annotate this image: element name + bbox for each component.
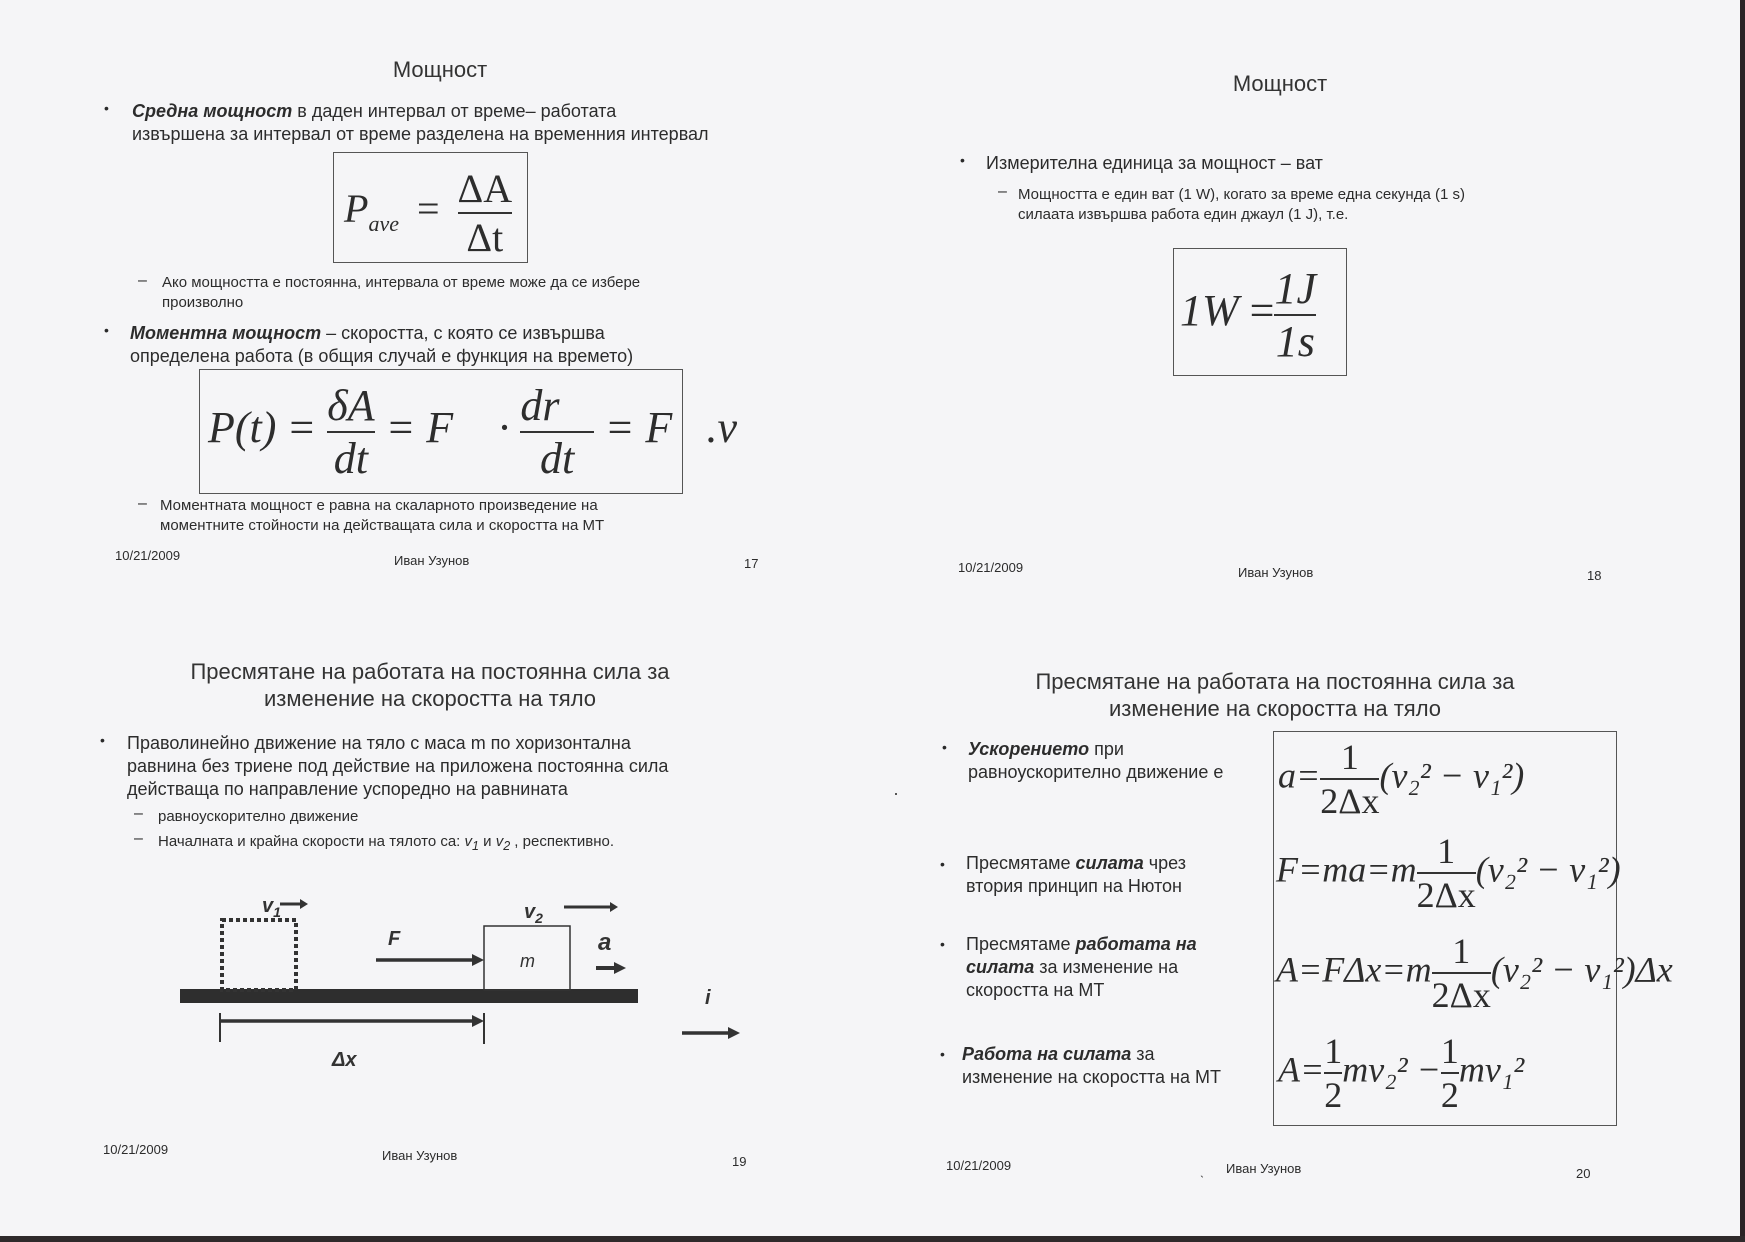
fraction-numerator: 1 [1340,737,1359,777]
sub-bullet-text: равноускорително движение [158,808,359,825]
bullet-text [968,738,1278,784]
fraction-denominator: 2Δx [1416,875,1476,915]
scan-border-bottom [0,1236,1745,1242]
fraction-numerator: dr⃗ [520,381,594,430]
fraction-denominator: dt [333,434,369,483]
formula-fraction [1432,930,1491,1016]
formula-kinetic-energy-theorem [1278,1030,1524,1116]
formula-subscript: ave [368,211,399,237]
formula-work [1276,930,1673,1016]
bullet-text: Измерителна единица за мощност – ват [986,153,1323,173]
formula-rhs: = F⃗.v⃗ [604,403,772,453]
formula-lhs: 1W [1180,286,1239,336]
formula-lhs: F=ma=m [1276,849,1417,890]
bullet-marker: • [940,856,945,872]
sub-bullet-prefix: Началната и крайна скорости на тялото са: [158,833,465,850]
scan-border-right [1740,0,1745,1242]
sub-bullet-line1: Ако мощността е постоянна, интервала от време може да се избере [162,274,641,291]
fraction-denominator: 1s [1275,317,1315,366]
term-acceleration: Ускорението [968,739,1090,759]
velocity-v2-subscript: 2 [503,839,511,853]
slide-title-line2: изменение на скоростта на тяло [263,686,597,711]
formula-middle: mv₂² − [1342,1049,1441,1090]
acceleration-label: a [598,929,612,956]
bullet-marker: • [104,322,109,338]
scan-speck [895,793,897,795]
footer-date: 10/21/2009 [946,1158,1012,1173]
force-label: F [388,928,401,950]
footer-page-number: 18 [1587,568,1602,583]
formula-lhs: A= [1278,1049,1325,1090]
footer-author: Иван Узунов [382,1148,458,1163]
velocity-v1-subscript: 1 [472,839,479,853]
dash-marker: – [134,805,143,822]
slide-title [975,668,1575,722]
term-work-cont: силата [966,957,1035,977]
fraction-numerator: 1 [1452,931,1471,971]
slide-title: Мощност [1232,71,1328,96]
formula-rhs: (v₂² − v₁²)Δx [1490,949,1673,990]
formula-fraction [1417,830,1476,916]
bullet-text-prefix: Пресмятаме [966,934,1076,954]
formula-lhs: P(t) [208,403,277,453]
sub-bullet-line2: произволно [162,294,244,311]
slide-title-line1: Пресмятане на работата на постоянна сила за [190,659,670,684]
bullet-text-rest: – скоростта, с която се извършва [321,323,605,343]
fraction-denominator: 2Δx [1320,781,1380,821]
bullet-text [966,933,1276,1002]
bullet-text-rest: в даден интервал от време– работата [292,101,617,121]
velocity-v2: v [495,833,504,850]
fraction-denominator: 2 [1440,1075,1459,1115]
bullet-text [966,852,1276,898]
bullet-marker: • [942,739,947,755]
bullet-text-rest: чрез [1143,853,1187,873]
formula-lhs: P [344,186,369,232]
formula-fraction [1441,1030,1459,1116]
bullet-marker: • [960,152,965,168]
bullet-text-line1: Праволинейно движение на тяло с маса m по хоризонтална [127,733,631,753]
fraction-numerator: 1 [1437,831,1456,871]
fraction-numerator: 1J [1274,264,1317,313]
sub-bullet-line1: Мощността е един ват (1 W), когато за време една секунда (1 s) [1018,186,1465,203]
v1-label: $v_1$ [262,895,281,920]
dash-marker: – [138,495,147,512]
dash-marker: – [998,183,1007,200]
footer-date: 10/21/2009 [958,560,1024,575]
bullet-marker: • [104,100,109,116]
term-average-power: Средна мощност [132,101,293,121]
bullet-text-line2: определена работа (в общия случай е функция на времето) [130,346,634,366]
formula-equals: = [289,403,315,453]
bullet-text-line2: изменение на скоростта на МТ [962,1067,1221,1087]
bullet-text-rest: за [1131,1044,1155,1064]
bullet-text-line3: скоростта на МТ [966,980,1105,1000]
footer-author: Иван Узунов [1226,1161,1302,1176]
footer-date: 10/21/2009 [115,548,181,563]
bullet-marker: • [940,1046,945,1062]
formula-force [1276,830,1621,916]
formula-lhs: a= [1278,755,1321,796]
velocity-v1: v [464,833,473,850]
formula-acceleration [1278,736,1524,822]
footer-author: Иван Узунов [394,553,470,568]
dash-marker: – [134,830,143,847]
footer-date: 10/21/2009 [103,1142,169,1157]
formula-equals: = [1249,286,1275,336]
fraction-denominator: dt [539,434,575,483]
formula-fraction [1324,1030,1342,1116]
fraction-numerator: 1 [1324,1031,1343,1071]
sub-bullet-line2: моментните стойности на действащата сила и скоростта на МТ [160,517,605,534]
sub-bullet-suffix: , респективно. [510,833,615,850]
term-work-of-force: Работа на силата [962,1044,1132,1064]
sub-bullet-line1: Моментната мощност е равна на скаларното произведение на [160,497,598,514]
bullet-marker: • [940,936,945,952]
dash-marker: – [138,272,147,289]
formula-equals: = [416,186,440,232]
formula-middle: = F⃗ · [385,403,510,453]
fraction-numerator: 1 [1440,1031,1459,1071]
bullet-text-rest: при [1089,739,1124,759]
term-work: работата на [1075,934,1197,954]
bullet-text-line2: втория принцип на Нютон [966,876,1182,896]
slide-title-line2: изменение на скоростта на тяло [1108,696,1442,721]
bullet-marker: • [100,732,105,748]
formula-rhs: mv₁² [1458,1049,1525,1090]
footer-page-number: 19 [732,1154,747,1169]
bullet-text-line2: за изменение на [1034,957,1179,977]
term-instant-power: Моментна мощност [130,323,322,343]
bullet-text-line2: извършена за интервал от време разделена на временния интервал [132,124,709,144]
slide-title-line1: Пресмятане на работата на постоянна сила за [1035,669,1515,694]
formula-lhs: A=FΔx=m [1276,949,1432,990]
fraction-numerator: δA [327,381,375,430]
footer-page-number: 20 [1576,1166,1591,1181]
displacement-label: Δx [332,1049,357,1071]
fraction-denominator: 2Δx [1431,975,1491,1015]
slide-title: Мощност [392,57,488,82]
fraction-numerator: ΔA [457,166,513,211]
formula-fraction [1320,736,1379,822]
term-force: силата [1075,853,1144,873]
footer-page-number: 17 [744,556,759,571]
mass-label: m [520,951,535,971]
footer-stray-mark: ˎ [1200,1163,1205,1178]
conjunction: и [478,833,496,850]
bullet-text-line3: действаща по направление успоредно на равнината [127,779,568,799]
formula-rhs: (v₂² − v₁²) [1475,849,1621,890]
sub-bullet-line2: силаата извършва работа един джаул (1 J), т.е. [1018,206,1349,223]
fraction-denominator: 2 [1324,1075,1343,1115]
bullet-text-line2: равноускорително движение е [968,762,1224,782]
bullet-text [962,1043,1272,1089]
v2-label: $v_2$ [524,901,543,926]
formula-rhs: (v₂² − v₁²) [1379,755,1525,796]
unit-vector-label: i [705,987,711,1009]
footer-author: Иван Узунов [1238,565,1314,580]
bullet-text-line2: равнина без триене под действие на приложена постоянна сила [127,756,669,776]
bullet-text-prefix: Пресмятаме [966,853,1076,873]
fraction-denominator: Δt [466,215,504,260]
